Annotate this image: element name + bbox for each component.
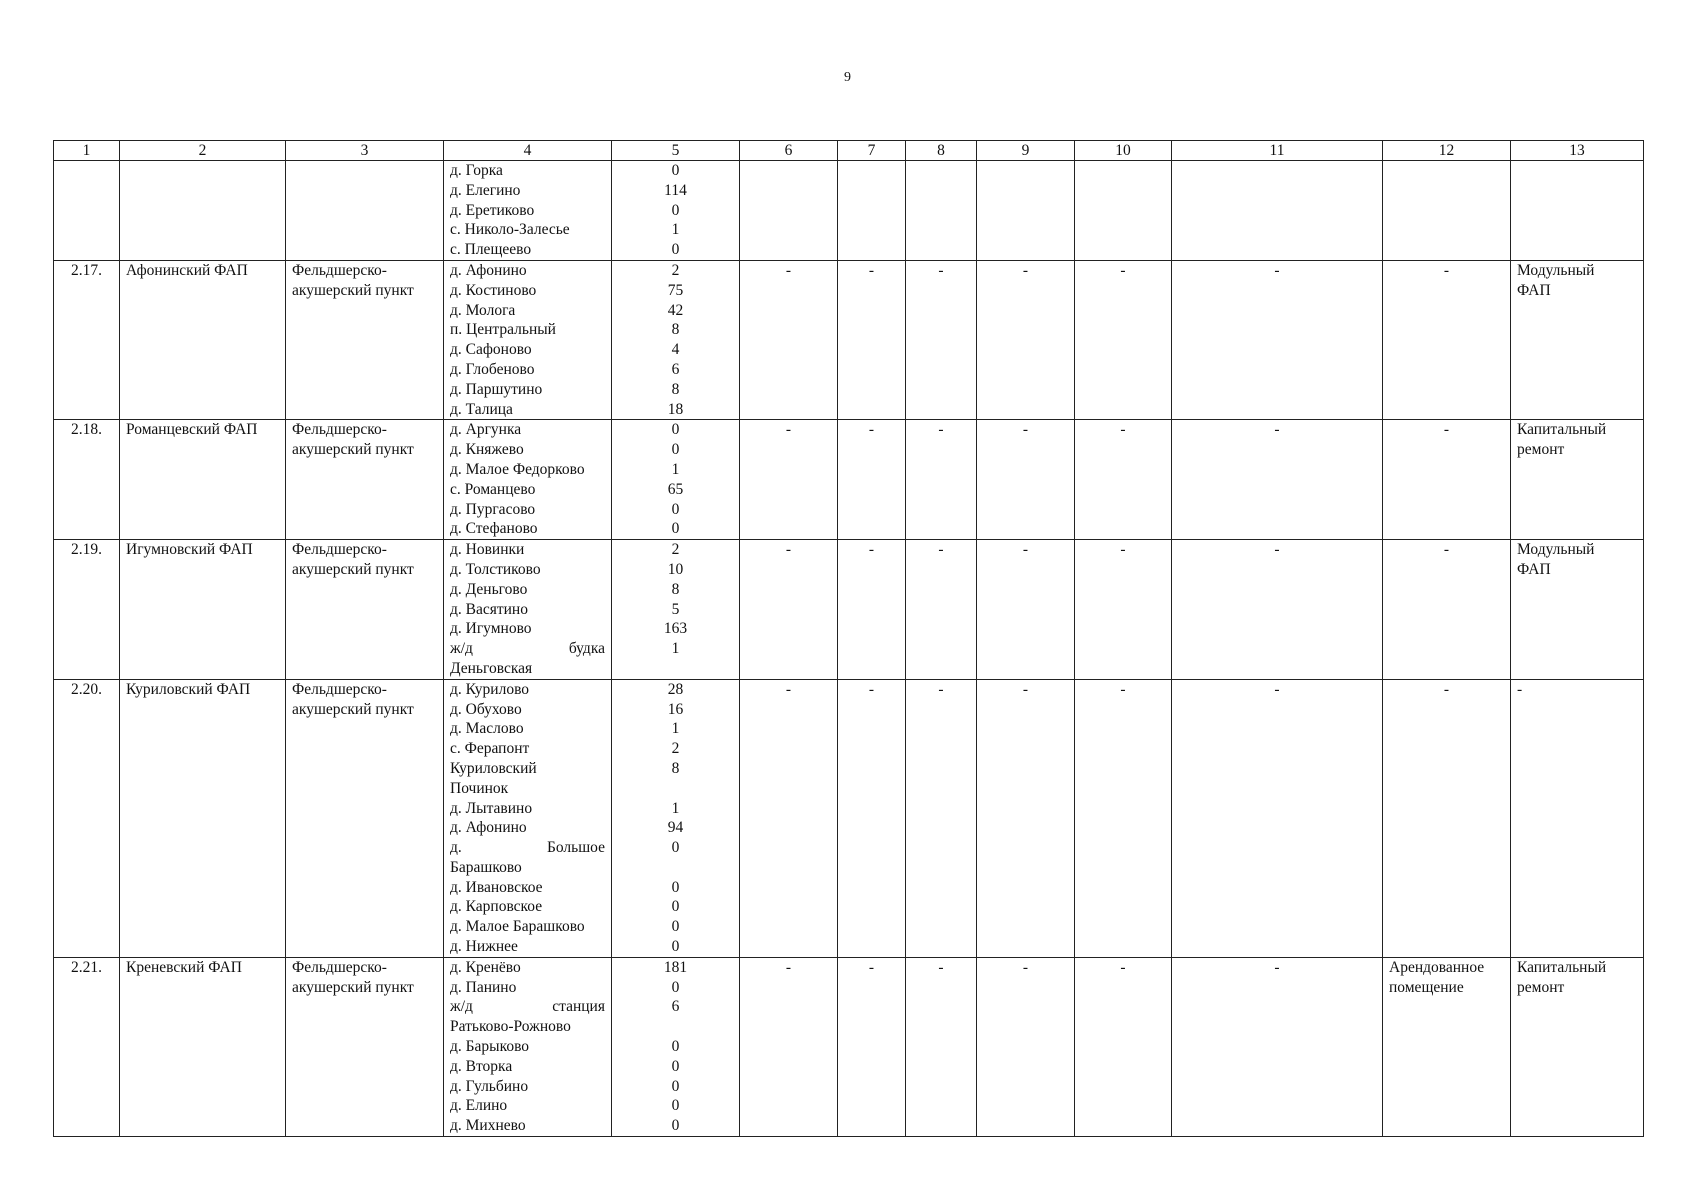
dash-value: -	[1274, 680, 1280, 698]
settlement-value: 94	[667, 819, 684, 837]
facility-type-text: Фельдшерско-	[292, 421, 387, 439]
note-text: ФАП	[1517, 281, 1551, 299]
col-9-cell	[977, 957, 1075, 1136]
facility-name-text: Куриловский ФАП	[126, 680, 251, 698]
row-number	[54, 260, 120, 419]
settlement-value: 2	[671, 261, 680, 279]
dash-value: -	[938, 958, 944, 976]
settlement-name: д. Глобеново	[450, 360, 535, 378]
facility-type-text: акушерский пункт	[292, 700, 414, 718]
facility-type-text: акушерский пункт	[292, 441, 414, 459]
facility-name	[120, 260, 286, 419]
settlement-name-continued: Деньговская	[450, 659, 533, 677]
settlement-value: 8	[671, 321, 680, 339]
facility-type-text: акушерский пункт	[292, 281, 414, 299]
dash-value: -	[868, 958, 875, 976]
settlement-value: 0	[671, 500, 680, 518]
table-body	[54, 161, 1644, 1137]
settlement-value: 0	[671, 1097, 680, 1115]
dash-value: -	[1274, 421, 1280, 439]
table-row	[54, 420, 1644, 540]
settlement-value: 42	[667, 301, 684, 319]
settlement-name: д. Ивановское	[450, 878, 543, 896]
settlement-name	[450, 639, 605, 659]
facility-type-text: акушерский пункт	[292, 560, 414, 578]
settlement-value: 0	[671, 1038, 680, 1056]
settlement-value: 0	[671, 520, 680, 538]
facility-type	[286, 679, 444, 957]
note-text: -	[1517, 680, 1523, 698]
settlement-name-part: станция	[552, 998, 605, 1016]
settlements-cell	[444, 260, 612, 419]
settlement-name-part: будка	[568, 640, 605, 658]
column-header-8: 8	[906, 141, 977, 161]
settlement-name-part: ж/д	[450, 640, 473, 658]
note-text: -	[1443, 421, 1450, 439]
note-text: помещение	[1389, 978, 1464, 996]
row-number-text: 2.19.	[71, 541, 102, 559]
table-row	[54, 957, 1644, 1136]
col-12-cell	[1383, 420, 1511, 540]
settlement-name: д. Толстиково	[450, 560, 541, 578]
settlements-cell	[444, 540, 612, 680]
col-9-cell	[977, 260, 1075, 419]
column-header-row	[54, 141, 1644, 161]
settlement-name-continued: Барашково	[450, 858, 522, 876]
settlement-name: д. Елегино	[450, 181, 521, 199]
row-number-text: 2.20.	[71, 680, 102, 698]
dash-value: -	[1120, 421, 1126, 439]
note-text: ремонт	[1517, 441, 1565, 459]
facility-type-text: Фельдшерско-	[292, 541, 387, 559]
dash-value: -	[938, 541, 944, 559]
settlement-value: 0	[671, 421, 680, 439]
dash-value: -	[868, 541, 875, 559]
settlement-name: д. Деньгово	[450, 580, 528, 598]
settlement-name: д. Маслово	[450, 720, 524, 738]
col-13-cell	[1511, 420, 1644, 540]
dash-value: -	[1120, 261, 1126, 279]
dash-value: -	[1120, 541, 1126, 559]
settlement-value: 0	[671, 978, 680, 996]
col-9-cell	[977, 679, 1075, 957]
col-10-cell	[1075, 420, 1172, 540]
facility-type	[286, 260, 444, 419]
facility-type-text: Фельдшерско-	[292, 680, 387, 698]
col-13-cell	[1511, 161, 1644, 261]
dash-value: -	[1022, 680, 1029, 698]
settlement-value: 8	[671, 759, 680, 777]
col-9-cell	[977, 420, 1075, 540]
dash-value: -	[938, 421, 944, 439]
facility-name	[120, 679, 286, 957]
dash-value: -	[1022, 541, 1029, 559]
settlement-value: 6	[671, 998, 680, 1016]
settlement-name: д. Княжево	[450, 441, 524, 459]
note-text: ФАП	[1517, 560, 1551, 578]
facility-type	[286, 540, 444, 680]
dash-value: -	[785, 261, 792, 279]
col-6-cell	[740, 161, 838, 261]
settlement-value: 1	[671, 221, 680, 239]
note-text: -	[1443, 541, 1450, 559]
settlement-name: д. Игумново	[450, 620, 532, 638]
col-6-cell	[740, 260, 838, 419]
dash-value: -	[785, 680, 792, 698]
settlement-value: 2	[671, 740, 680, 758]
settlement-name: д. Молога	[450, 301, 516, 319]
settlement-name: д. Еретиково	[450, 201, 535, 219]
facility-name-text	[126, 161, 279, 181]
col-9-cell	[977, 540, 1075, 680]
settlement-name: д. Малое Федорково	[450, 460, 585, 478]
col-12-cell	[1383, 161, 1511, 261]
note-text: Модульный	[1517, 541, 1595, 559]
column-header-13: 13	[1511, 141, 1644, 161]
settlement-name: д. Нижнее	[450, 938, 518, 956]
settlement-value: 28	[667, 680, 684, 698]
table-row	[54, 260, 1644, 419]
settlements-cell	[444, 161, 612, 261]
facility-type	[286, 161, 444, 261]
col-11-cell	[1172, 957, 1383, 1136]
col-7-cell	[838, 161, 906, 261]
spacer	[618, 858, 733, 878]
column-header-9: 9	[977, 141, 1075, 161]
dash-value: -	[1022, 261, 1029, 279]
settlement-name-part: ж/д	[450, 998, 473, 1016]
row-number	[54, 957, 120, 1136]
col-6-cell	[740, 420, 838, 540]
settlement-name: д. Михнево	[450, 1117, 526, 1135]
col-13-cell	[1511, 260, 1644, 419]
settlement-value: 181	[663, 958, 688, 976]
page-number: 9	[844, 70, 851, 85]
table-row	[54, 161, 1644, 261]
row-number	[54, 161, 120, 261]
settlement-name: с. Романцево	[450, 480, 536, 498]
settlement-name: д. Талица	[450, 400, 513, 418]
col-12-cell	[1383, 540, 1511, 680]
row-number	[54, 420, 120, 540]
facility-type-text: Фельдшерско-	[292, 958, 387, 976]
col-8-cell	[906, 957, 977, 1136]
settlement-name: п. Центральный	[450, 321, 556, 339]
facility-name	[120, 161, 286, 261]
settlement-value: 0	[671, 201, 680, 219]
settlement-name: д. Кренёво	[450, 958, 521, 976]
col-8-cell	[906, 420, 977, 540]
facility-type	[286, 420, 444, 540]
column-header-2: 2	[120, 141, 286, 161]
table-row	[54, 540, 1644, 680]
settlement-value: 0	[671, 898, 680, 916]
col-7-cell	[838, 420, 906, 540]
col-12-cell	[1383, 260, 1511, 419]
settlement-value: 5	[671, 600, 680, 618]
col-12-cell	[1383, 679, 1511, 957]
col-7-cell	[838, 540, 906, 680]
facility-name-text: Креневский ФАП	[126, 958, 242, 976]
settlement-value: 4	[671, 341, 680, 359]
settlement-name: д. Малое Барашково	[450, 918, 585, 936]
column-header-12: 12	[1383, 141, 1511, 161]
column-header-7: 7	[838, 141, 906, 161]
settlement-value: 8	[671, 380, 680, 398]
col-9-cell	[977, 161, 1075, 261]
settlement-value: 0	[671, 1057, 680, 1075]
dash-value: -	[1022, 958, 1029, 976]
col-13-cell	[1511, 540, 1644, 680]
note-text: ремонт	[1517, 978, 1565, 996]
settlement-value: 0	[671, 839, 680, 857]
settlement-name-continued: Ратьково-Рожново	[450, 1018, 571, 1036]
facility-type	[286, 957, 444, 1136]
col-11-cell	[1172, 540, 1383, 680]
settlement-value: 8	[671, 580, 680, 598]
column-header-6: 6	[740, 141, 838, 161]
settlements-cell	[444, 957, 612, 1136]
col-11-cell	[1172, 161, 1383, 261]
settlement-name: д. Костиново	[450, 281, 537, 299]
facility-name	[120, 420, 286, 540]
col-13-cell	[1511, 679, 1644, 957]
settlements-cell	[444, 679, 612, 957]
dash-value: -	[1120, 680, 1126, 698]
column-header-4: 4	[444, 141, 612, 161]
settlement-name: с. Ферапонт	[450, 740, 530, 758]
column-header-3: 3	[286, 141, 444, 161]
settlement-value: 6	[671, 360, 680, 378]
note-text: Капитальный	[1517, 958, 1607, 976]
settlement-name: д. Карповское	[450, 898, 543, 916]
col-10-cell	[1075, 540, 1172, 680]
col-7-cell	[838, 260, 906, 419]
col-12-cell	[1383, 957, 1511, 1136]
settlement-name-part: д.	[450, 839, 462, 857]
row-number-text: 2.18.	[71, 421, 102, 439]
note-text: Модульный	[1517, 261, 1595, 279]
dash-value: -	[785, 541, 792, 559]
settlement-name-part: Большое	[546, 839, 605, 857]
settlement-value: 10	[667, 560, 684, 578]
settlement-name: д. Елино	[450, 1097, 508, 1115]
settlement-value: 0	[671, 938, 680, 956]
settlement-name: д. Панино	[450, 978, 517, 996]
population-cell	[612, 957, 740, 1136]
settlement-value: 0	[671, 918, 680, 936]
settlement-name: д. Паршутино	[450, 380, 543, 398]
settlement-value: 2	[671, 541, 680, 559]
spacer	[618, 1017, 733, 1037]
settlement-name	[450, 838, 605, 858]
settlement-name: д. Новинки	[450, 541, 525, 559]
col-10-cell	[1075, 957, 1172, 1136]
dash-value: -	[1022, 421, 1029, 439]
col-8-cell	[906, 540, 977, 680]
settlement-value: 1	[671, 720, 680, 738]
col-6-cell	[740, 540, 838, 680]
settlement-value: 0	[671, 1077, 680, 1095]
population-cell	[612, 420, 740, 540]
settlement-name: д. Сафоново	[450, 341, 532, 359]
settlement-name: д. Обухово	[450, 700, 522, 718]
settlement-value: 16	[667, 700, 684, 718]
settlement-name: с. Николо-Залесье	[450, 221, 570, 239]
dash-value: -	[785, 421, 792, 439]
note-text: -	[1443, 261, 1450, 279]
col-10-cell	[1075, 260, 1172, 419]
population-cell	[612, 161, 740, 261]
settlement-name	[450, 997, 605, 1017]
col-7-cell	[838, 679, 906, 957]
settlement-value: 0	[671, 162, 680, 179]
settlement-name: д. Вторка	[450, 1057, 513, 1075]
dash-value: -	[938, 261, 944, 279]
col-10-cell	[1075, 161, 1172, 261]
settlement-value: 114	[664, 181, 687, 199]
settlement-name: с. Плещеево	[450, 241, 532, 259]
col-6-cell	[740, 957, 838, 1136]
settlement-value: 1	[671, 799, 680, 817]
col-10-cell	[1075, 679, 1172, 957]
settlement-name: д. Горка	[450, 162, 503, 179]
col-8-cell	[906, 260, 977, 419]
facility-name-text: Игумновский ФАП	[126, 541, 253, 559]
facility-type-text: Фельдшерско-	[292, 261, 387, 279]
dash-value: -	[868, 261, 875, 279]
column-header-11: 11	[1172, 141, 1383, 161]
settlement-name: д. Гульбино	[450, 1077, 529, 1095]
row-number-text: 2.21.	[71, 958, 102, 976]
dash-value: -	[785, 958, 792, 976]
facility-type-text: акушерский пункт	[292, 978, 414, 996]
note-text: Арендованное	[1389, 958, 1485, 976]
col-11-cell	[1172, 420, 1383, 540]
col-8-cell	[906, 679, 977, 957]
col-11-cell	[1172, 679, 1383, 957]
column-header-1: 1	[54, 141, 120, 161]
facility-name	[120, 540, 286, 680]
row-number-text: 2.17.	[71, 261, 102, 279]
col-7-cell	[838, 957, 906, 1136]
settlement-value: 75	[667, 281, 684, 299]
population-cell	[612, 260, 740, 419]
settlement-value: 18	[667, 400, 684, 418]
dash-value: -	[1274, 541, 1280, 559]
facility-name-text: Афонинский ФАП	[126, 261, 248, 279]
settlement-value: 0	[671, 241, 680, 259]
settlement-name: д. Курилово	[450, 680, 530, 698]
col-8-cell	[906, 161, 977, 261]
settlement-name: д. Афонино	[450, 819, 527, 837]
spacer	[618, 779, 733, 799]
population-cell	[612, 679, 740, 957]
dash-value: -	[1274, 261, 1280, 279]
note-text: -	[1443, 680, 1450, 698]
settlement-name: д. Барыково	[450, 1038, 530, 1056]
spacer	[618, 659, 733, 679]
settlement-name: д. Лытавино	[450, 799, 533, 817]
settlement-value: 0	[671, 441, 680, 459]
population-cell	[612, 540, 740, 680]
facility-name-text: Романцевский ФАП	[126, 421, 258, 439]
settlement-value: 1	[671, 460, 680, 478]
settlement-name: д. Афонино	[450, 261, 527, 279]
row-number	[54, 679, 120, 957]
column-header-10: 10	[1075, 141, 1172, 161]
settlement-value: 0	[671, 1117, 680, 1135]
col-11-cell	[1172, 260, 1383, 419]
column-header-5: 5	[612, 141, 740, 161]
col-6-cell	[740, 679, 838, 957]
settlement-name: д. Пургасово	[450, 500, 536, 518]
settlement-name: Куриловский	[450, 759, 537, 777]
dash-value: -	[868, 421, 875, 439]
settlement-value: 1	[671, 640, 680, 658]
dash-value: -	[868, 680, 875, 698]
facilities-table	[53, 140, 1644, 1137]
note-text: Капитальный	[1517, 421, 1607, 439]
row-number	[54, 540, 120, 680]
row-number-text	[60, 161, 113, 181]
table-row	[54, 679, 1644, 957]
dash-value: -	[1120, 958, 1126, 976]
settlement-name: д. Стефаново	[450, 520, 538, 538]
settlement-value: 65	[667, 480, 684, 498]
settlement-value: 163	[663, 620, 688, 638]
dash-value: -	[1274, 958, 1280, 976]
settlement-name-continued: Починок	[450, 779, 509, 797]
settlements-cell	[444, 420, 612, 540]
col-13-cell	[1511, 957, 1644, 1136]
settlement-name: д. Аргунка	[450, 421, 522, 439]
dash-value: -	[938, 680, 944, 698]
settlement-value: 0	[671, 878, 680, 896]
settlement-name: д. Васятино	[450, 600, 528, 618]
facility-name	[120, 957, 286, 1136]
